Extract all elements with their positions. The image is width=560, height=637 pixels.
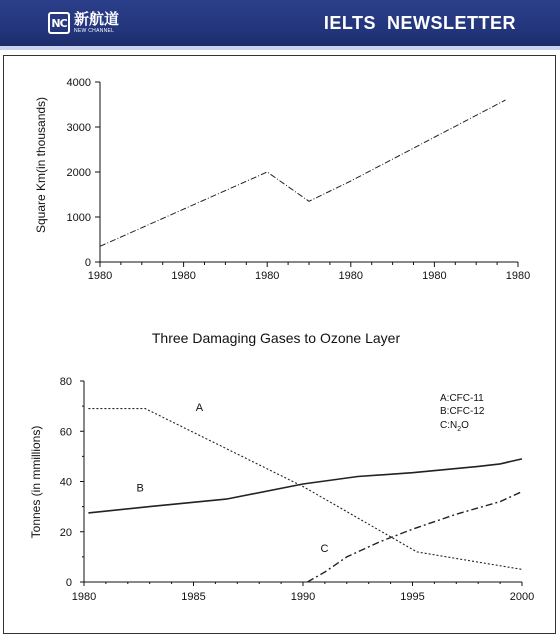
logo-chinese-name: 新航道 (74, 10, 120, 28)
area-series-line (100, 100, 506, 246)
y-tick-label: 4000 (66, 77, 91, 89)
legend-item-a: A:CFC-11 (440, 393, 484, 404)
y-tick-label: 80 (59, 376, 72, 388)
series-line-c (307, 492, 522, 582)
y-tick-label: 40 (59, 476, 72, 489)
y-tick-label: 3000 (66, 122, 91, 134)
y-tick-label: 0 (84, 257, 91, 269)
x-tick-label: 2000 (509, 591, 535, 603)
y-tick-label: 0 (65, 577, 72, 589)
series-line-b (88, 459, 522, 513)
y-tick-label: 20 (59, 526, 72, 539)
x-tick-label: 1980 (422, 270, 447, 282)
x-tick-label: 1980 (71, 591, 97, 603)
area-line-chart (34, 77, 530, 282)
y-tick-label: 2000 (66, 167, 91, 179)
series-label-c: C (320, 542, 329, 555)
logo-mark-icon: NC (48, 12, 70, 34)
x-tick-label: 1980 (171, 270, 196, 282)
x-tick-label: 1995 (400, 591, 425, 603)
y-axis-title: Square Km(in thousands) (34, 96, 48, 234)
x-tick-label: 1980 (338, 270, 364, 282)
chart-title: Three Damaging Gases to Ozone Layer (151, 330, 401, 346)
y-axis-title: Tonnes (in mmillions) (29, 425, 43, 539)
legend-item-c: $C:N_2O$ (440, 420, 469, 433)
legend-item-b: B:CFC-12 (440, 406, 485, 417)
ozone-gases-chart (29, 330, 534, 603)
x-tick-label: 1980 (87, 270, 113, 282)
series-label-b: B (136, 482, 144, 495)
x-tick-label: 1990 (290, 591, 316, 603)
x-tick-label: 1980 (254, 270, 280, 282)
x-tick-label: 1980 (505, 270, 531, 282)
y-tick-label: 60 (59, 426, 72, 439)
x-tick-label: 1985 (181, 591, 206, 603)
banner-title: IELTS NEWSLETTER (323, 13, 516, 33)
logo-english-name: NEW CHANNEL (74, 28, 115, 34)
series-label-a: A (195, 402, 204, 415)
y-tick-label: 1000 (66, 212, 91, 224)
